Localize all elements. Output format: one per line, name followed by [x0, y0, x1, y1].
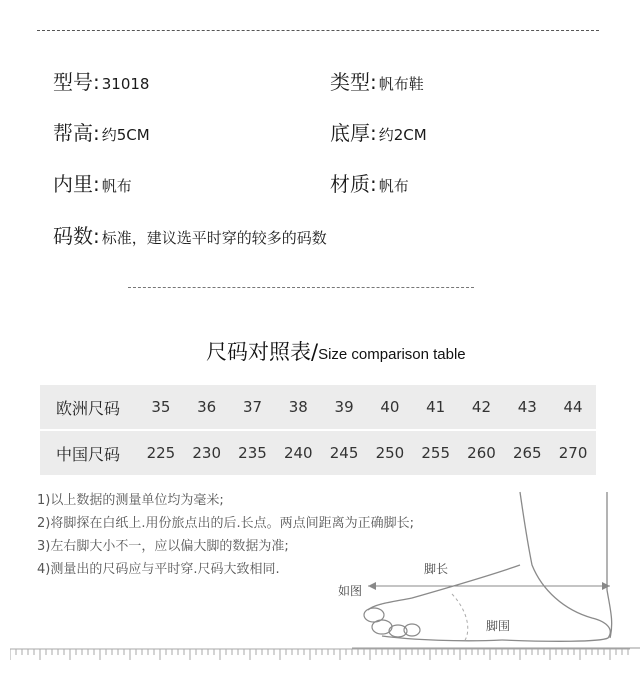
spec-material-value: 帆布 [378, 177, 409, 195]
spec-height-value: 约5CM [101, 126, 150, 144]
size-cell: 265 [512, 444, 542, 462]
spec-type-key: 类型: [330, 70, 377, 94]
size-cell: 225 [146, 444, 176, 462]
spec-sole-value: 约2CM [378, 126, 427, 144]
spec-size-value: 标准，建议选平时穿的较多的码数 [101, 229, 327, 247]
spec-lining [53, 168, 132, 197]
note-3: 3)左右脚大小不一，应以偏大脚的数据为准; [37, 539, 289, 554]
spec-material-key: 材质: [330, 172, 377, 196]
size-cell: 230 [192, 444, 222, 462]
spec-model-key: 型号: [53, 70, 100, 94]
size-cell: 38 [288, 398, 308, 416]
foot-outline-illustration [352, 490, 640, 660]
size-row-cn-cells [138, 444, 596, 462]
size-cell: 37 [242, 398, 263, 416]
middle-divider [128, 287, 474, 288]
spec-height-key: 帮高: [53, 121, 100, 145]
foot-girth-label: 脚围 [486, 619, 511, 633]
size-table-title-zh: 尺码对照表/ [206, 340, 319, 364]
size-cell: 255 [421, 444, 450, 462]
size-row-cn [40, 431, 596, 475]
size-comparison-table [40, 385, 596, 475]
ruler-scale [10, 648, 630, 662]
spec-lining-value: 帆布 [101, 177, 132, 195]
spec-size [53, 220, 327, 249]
spec-height [53, 117, 150, 146]
size-cell: 44 [563, 398, 583, 416]
size-table-title [206, 336, 466, 366]
spec-lining-key: 内里: [53, 172, 100, 196]
size-cell: 250 [375, 444, 405, 462]
size-row-eu-cells [138, 398, 596, 416]
size-cell: 35 [151, 398, 171, 416]
size-cell: 36 [197, 398, 217, 416]
foot-example-label: 如图 [338, 584, 363, 598]
note-4: 4)测量出的尺码应与平时穿.尺码大致相同. [37, 562, 280, 577]
size-cell: 245 [329, 444, 359, 462]
top-divider [37, 30, 599, 31]
spec-model-value: 31018 [101, 75, 150, 93]
spec-material [330, 168, 409, 197]
size-cell: 43 [517, 398, 537, 416]
foot-measurement-diagram [338, 490, 640, 660]
foot-length-label: 脚长 [424, 562, 449, 576]
size-cell: 41 [426, 398, 446, 416]
size-cell: 235 [238, 444, 267, 462]
spec-size-key: 码数: [53, 224, 100, 248]
size-cell: 40 [380, 398, 400, 416]
size-cell: 270 [558, 444, 588, 462]
size-row-cn-label: 中国尺码 [56, 444, 121, 464]
note-1: 1)以上数据的测量单位均为毫米; [37, 493, 224, 508]
size-cell: 240 [283, 444, 313, 462]
size-row-eu [40, 385, 596, 429]
spec-type [330, 66, 424, 95]
spec-model [53, 66, 149, 95]
size-cell: 42 [471, 398, 492, 416]
spec-sole-key: 底厚: [330, 121, 377, 145]
size-row-eu-label: 欧洲尺码 [56, 398, 121, 418]
spec-sole [330, 117, 427, 146]
size-cell: 39 [334, 398, 354, 416]
spec-type-value: 帆布鞋 [378, 75, 424, 93]
size-table-title-en: Size comparison table [318, 346, 466, 363]
note-2: 2)将脚探在白纸上.用份旅点出的后.长点。两点间距离为正确脚长; [37, 516, 414, 531]
size-cell: 260 [467, 444, 496, 462]
